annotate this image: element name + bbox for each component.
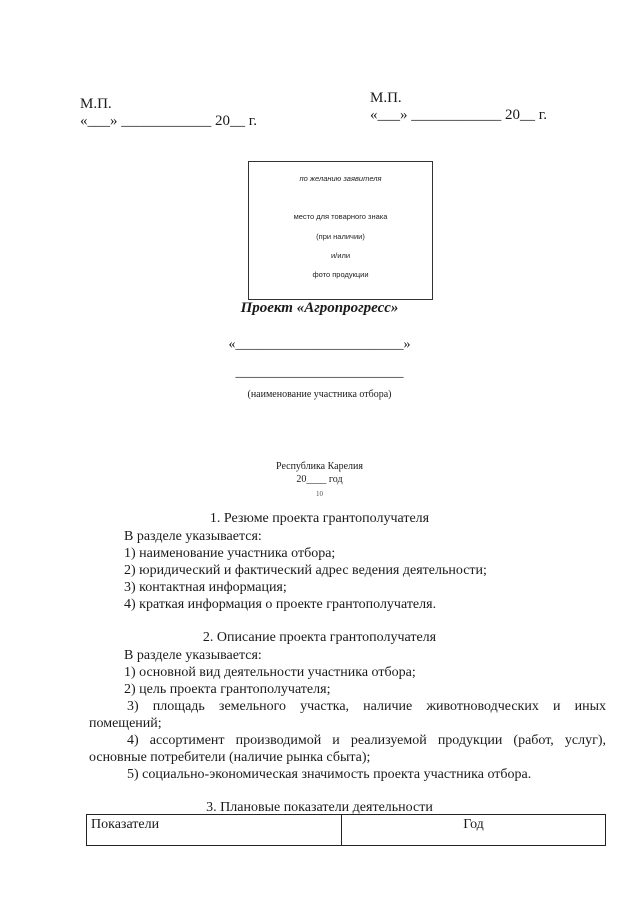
year: 20____ год (296, 474, 343, 485)
section1-item: 4) краткая информация о проекте грантополучателя. (124, 597, 437, 612)
section2-item-5: 5) социально-экономическая значимость проекта участника отбора. (127, 767, 532, 782)
table-header-indicators: Показатели (87, 815, 342, 846)
section2-item-3b: помещений; (89, 716, 162, 731)
seal-left (80, 96, 257, 130)
seal-right-mp: М.П. (370, 90, 402, 106)
section2-intro: В разделе указывается: (124, 648, 262, 663)
box-top-note: по желанию заявителя (299, 174, 382, 183)
section2-item-3a: 3) площадь земельного участка, наличие животноводческих и иных (127, 699, 606, 714)
plan-indicators-table (86, 814, 606, 846)
section1-item: 3) контактная информация; (124, 580, 287, 595)
box-line-1: место для товарного знака (293, 212, 388, 221)
section2-item-4b: основные потребители (наличие рынка сбыта); (89, 750, 371, 765)
seal-left-date: «___» ____________ 20__ г. (80, 113, 257, 129)
table-header-year: Год (342, 815, 606, 846)
participant-caption: (наименование участника отбора) (247, 389, 392, 400)
seal-right-date: «___» ____________ 20__ г. (370, 107, 547, 123)
project-title: Проект «Агропрогресс» (240, 300, 399, 316)
section2-item-4a: 4) ассортимент производимой и реализуемой продукции (работ, услуг), (127, 733, 606, 748)
table-row (87, 815, 606, 846)
section2-heading: 2. Описание проекта грантополучателя (202, 630, 437, 645)
section1-heading: 1. Резюме проекта грантополучателя (209, 511, 430, 526)
seal-right (370, 90, 547, 124)
region: Республика Карелия (276, 461, 363, 472)
box-line-4: фото продукции (312, 270, 369, 279)
section2-item-2: 2) цель проекта грантополучателя; (124, 682, 331, 697)
seal-left-mp: М.П. (80, 96, 112, 112)
participant-quote-line: «________________________» (228, 337, 411, 352)
box-line-3: и/или (330, 251, 351, 260)
page-number: 10 (316, 490, 323, 498)
section1-item: 2) юридический и фактический адрес ведения деятельности; (124, 563, 487, 578)
section1-intro: В разделе указывается: (124, 529, 262, 544)
trademark-photo-box (248, 161, 433, 300)
section2-item-1: 1) основной вид деятельности участника отбора; (124, 665, 416, 680)
section3-heading: 3. Плановые показатели деятельности (206, 800, 433, 815)
section1-item: 1) наименование участника отбора; (124, 546, 336, 561)
box-line-2: (при наличии) (316, 232, 365, 241)
participant-blank-line: ________________________ (235, 365, 404, 380)
